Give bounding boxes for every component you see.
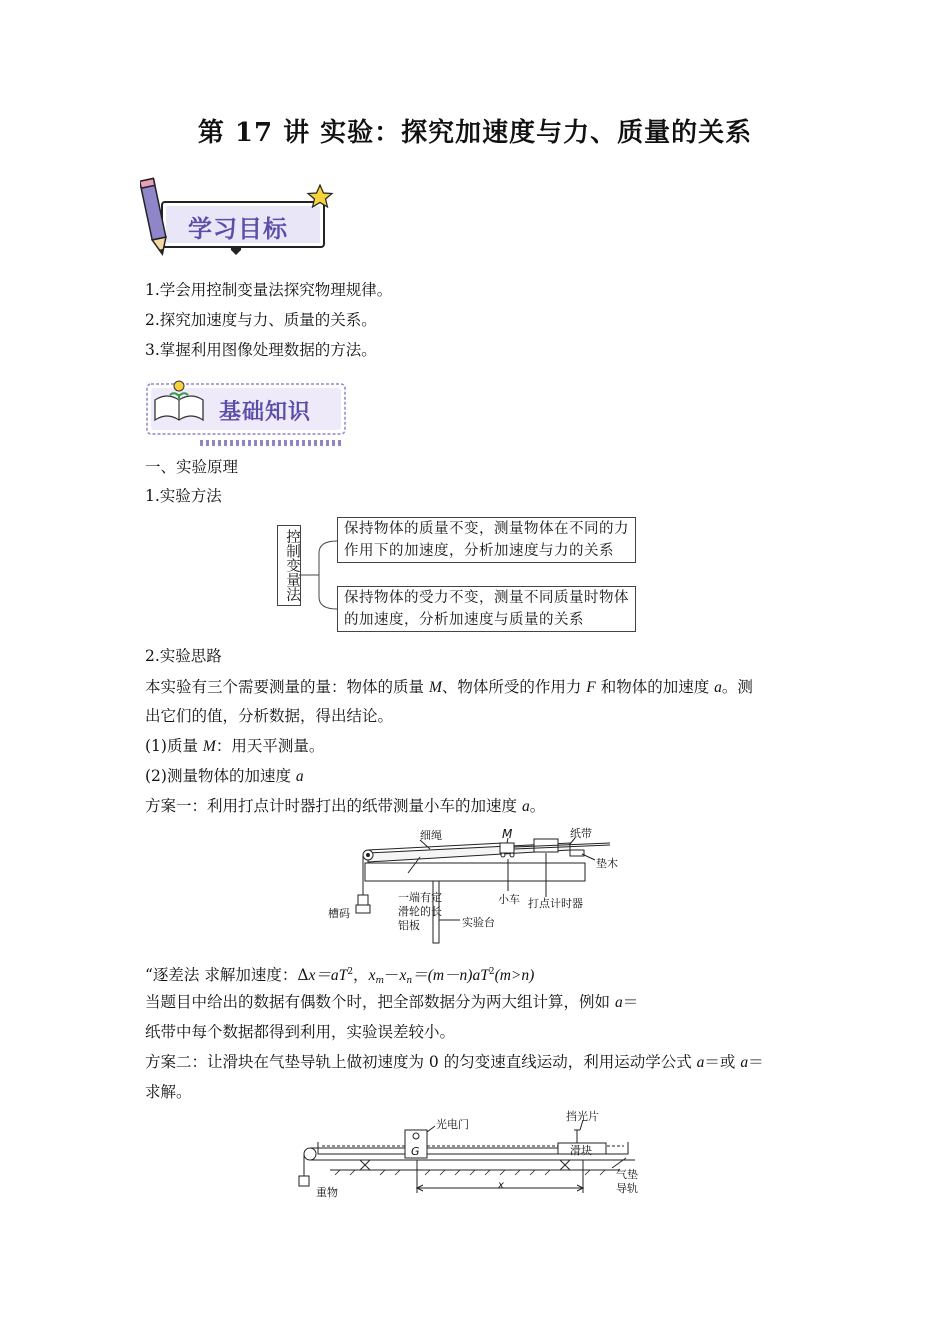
diff-xm: x — [368, 967, 376, 984]
method-box-2-line-2: 的加速度，分析加速度与质量的关系 — [344, 612, 584, 628]
figure-air-track — [290, 1108, 650, 1203]
mass-text: (1)质量 — [145, 737, 203, 755]
idea-text-4: 。测 — [721, 678, 753, 696]
acc-line — [145, 766, 304, 787]
bracket-lines — [299, 515, 339, 635]
plan-2-var-2: a — [740, 1054, 749, 1071]
idea-text: 本实验有三个需要测量的量：物体的质量 — [145, 678, 429, 696]
page-title: 第 17 讲 实验：探究加速度与力、质量的关系 — [197, 118, 753, 148]
label-shield: 挡光片 — [566, 1110, 599, 1123]
label-slider: 滑块 — [570, 1144, 592, 1157]
diff-formula: x＝aT — [308, 967, 348, 984]
plan-1-text: 方案一：利用打点计时器打出的纸带测量小车的加速度 — [145, 797, 522, 815]
heart-icon — [231, 246, 241, 255]
label-weight: 槽码 — [328, 907, 350, 920]
diff-exp: 2 — [347, 967, 354, 977]
diff-sep: ， — [353, 966, 369, 984]
label-weight-2: 重物 — [316, 1186, 338, 1199]
diff-n: n — [406, 976, 413, 986]
label-block: 垫木 — [596, 857, 618, 870]
plan-2-text-2: ＝或 — [704, 1053, 741, 1071]
label-mass: M — [502, 827, 513, 841]
label-photogate: 光电门 — [436, 1118, 469, 1131]
label-board — [398, 891, 442, 933]
var-M-2: M — [202, 738, 216, 755]
acc-text: (2)测量物体的加速度 — [145, 767, 296, 785]
var-M: M — [428, 679, 442, 696]
method-box-2 — [337, 586, 636, 632]
tape-line: 纸带中每个数据都得到利用，实验误差较小。 — [145, 1023, 456, 1041]
plan-2-var-1: a — [696, 1054, 705, 1071]
idea-heading: 2.实验思路 — [145, 647, 222, 665]
label-rope: 细绳 — [420, 829, 442, 842]
label-board-3: 铝板 — [398, 919, 420, 932]
var-a-2: a — [295, 768, 304, 785]
label-tape: 纸带 — [570, 827, 592, 840]
label-cart: 小车 — [498, 893, 520, 906]
even-var: a — [614, 994, 623, 1011]
label-timer: 打点计时器 — [528, 897, 583, 910]
diff-text: “逐差法 求解加速度：Δ — [145, 966, 309, 984]
plan-2-text: 方案二：让滑块在气垫导轨上做初速度为 0 的匀变速直线运动，利用运动学公式 — [145, 1053, 697, 1071]
label-board-1: 一端有定 — [398, 891, 442, 904]
mass-text-2: ：用天平测量。 — [215, 737, 325, 755]
even-data-line — [145, 992, 638, 1013]
control-variable-diagram — [275, 515, 675, 635]
plan-1-text-2: 。 — [529, 797, 546, 815]
diff-m: m — [375, 976, 384, 986]
label-table: 实验台 — [462, 916, 495, 929]
plan-2-line-2: 求解。 — [145, 1083, 192, 1101]
method-box-1-line-1: 保持物体的质量不变，测量物体在不同的力 — [344, 521, 629, 537]
diff-exp-2: 2 — [488, 967, 495, 977]
goal-3: 3.掌握利用图像处理数据的方法。 — [145, 341, 377, 359]
method-box-1-line-2: 作用下的加速度，分析加速度与力的关系 — [344, 543, 614, 559]
idea-paragraph-line-1 — [145, 677, 753, 698]
plan-2-line — [145, 1052, 764, 1073]
basic-knowledge-badge — [145, 380, 350, 450]
idea-text-3: 和物体的加速度 — [595, 678, 715, 696]
diff-rest: ＝(m－n)aT — [412, 967, 489, 984]
learning-goals-label: 学习目标 — [188, 215, 288, 243]
even-text: 当题目中给出的数据有偶数个时，把全部数据分为两大组计算，例如 — [145, 993, 615, 1011]
diff-cond: (m>n) — [494, 967, 535, 984]
mass-line — [145, 736, 324, 757]
label-board-2: 滑轮的长 — [398, 905, 442, 918]
even-eq: ＝ — [622, 993, 639, 1011]
plan-1-line — [145, 796, 545, 817]
label-g: G — [411, 1145, 420, 1158]
cart-apparatus-drawing — [320, 825, 630, 950]
var-a-3: a — [521, 798, 530, 815]
label-x: x — [498, 1180, 504, 1191]
figure-cart-apparatus — [320, 825, 630, 950]
control-variable-label: 控制变量法 — [277, 525, 301, 606]
light-bulb-icon — [174, 381, 184, 391]
diff-minus: － — [384, 966, 400, 984]
idea-paragraph-line-2: 出它们的值，分析数据，得出结论。 — [145, 707, 394, 725]
label-air-rail-1: 气垫 — [616, 1168, 638, 1181]
method-heading: 1.实验方法 — [145, 487, 222, 505]
goal-1: 1.学会用控制变量法探究物理规律。 — [145, 281, 393, 299]
section-principle: 一、实验原理 — [145, 458, 239, 476]
basic-knowledge-label: 基础知识 — [219, 400, 312, 425]
idea-text-2: 、物体所受的作用力 — [441, 678, 587, 696]
goal-2: 2.探究加速度与力、质量的关系。 — [145, 311, 377, 329]
difference-method-line — [145, 962, 534, 991]
plan-2-text-3: ＝ — [748, 1053, 764, 1071]
method-box-1 — [337, 517, 636, 563]
label-air-rail — [616, 1168, 638, 1196]
diff-xn: x — [399, 967, 407, 984]
method-box-2-line-1: 保持物体的受力不变，测量不同质量时物体 — [344, 590, 629, 606]
var-F: F — [586, 679, 596, 696]
label-air-rail-2: 导轨 — [616, 1182, 638, 1195]
learning-goals-badge — [140, 175, 340, 265]
var-a: a — [714, 679, 722, 696]
